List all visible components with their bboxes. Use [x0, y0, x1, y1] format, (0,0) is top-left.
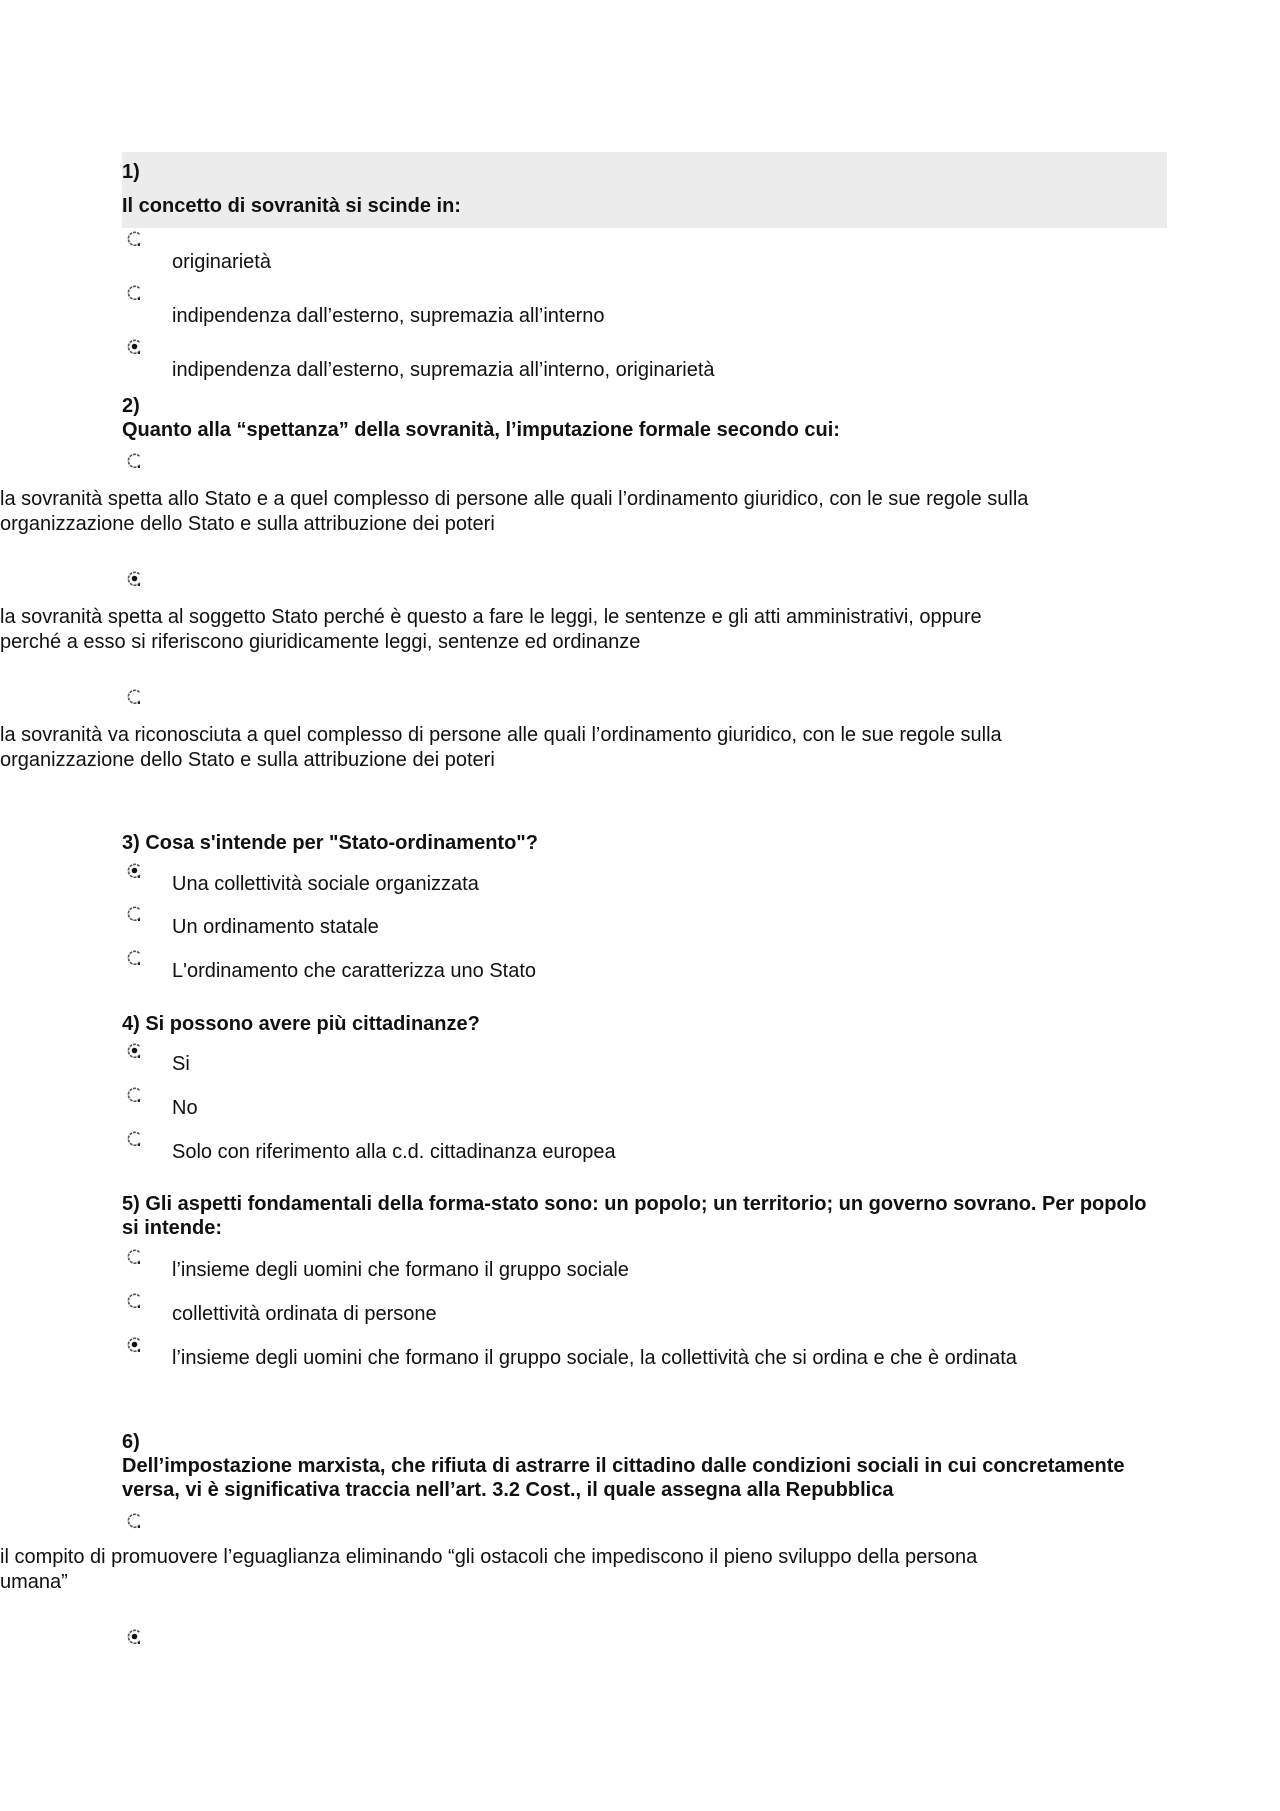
- q6-option-1-radio[interactable]: [126, 1512, 144, 1530]
- q2-option-1-label: la sovranità spetta allo Stato e a quel complesso di persone alle quali l’ordinamento giuridico, con le sue regole sulla organizzazione dello Stato e sulla attribuzione dei poteri: [0, 488, 1029, 535]
- question-1-header: [122, 152, 1167, 228]
- radio-selected-icon: [126, 862, 144, 880]
- radio-unselected-icon: [126, 1512, 144, 1530]
- q4-option-1-radio[interactable]: [126, 1042, 144, 1060]
- radio-selected-icon: [126, 1628, 144, 1646]
- q2-option-3-label: la sovranità va riconosciuta a quel complesso di persone alle quali l’ordinamento giuridico, con le sue regole sulla organizzazione dello Stato e sulla attribuzione dei poteri: [0, 724, 1002, 771]
- question-4-text: 4) Si possono avere più cittadinanze?: [122, 1013, 480, 1035]
- question-1-number: 1): [122, 161, 140, 183]
- q5-option-1-radio[interactable]: [126, 1248, 144, 1266]
- question-3-text: 3) Cosa s'intende per "Stato-ordinamento"?: [122, 832, 538, 854]
- radio-unselected-icon: [126, 1292, 144, 1310]
- radio-selected-icon: [126, 570, 144, 588]
- q5-option-1-label: l’insieme degli uomini che formano il gruppo sociale: [172, 1259, 629, 1281]
- q5-option-3-radio[interactable]: [126, 1336, 144, 1354]
- q1-option-1-label: originarietà: [172, 251, 271, 273]
- radio-unselected-icon: [126, 284, 144, 302]
- question-6-number: 6): [122, 1431, 140, 1453]
- q2-option-2-radio[interactable]: [126, 570, 144, 588]
- q3-option-3-radio[interactable]: [126, 949, 144, 967]
- radio-selected-icon: [126, 1042, 144, 1060]
- q5-option-2-radio[interactable]: [126, 1292, 144, 1310]
- q1-option-1-radio[interactable]: [126, 230, 144, 248]
- radio-unselected-icon: [126, 1248, 144, 1266]
- q6-option-2-radio[interactable]: [126, 1628, 144, 1646]
- radio-selected-icon: [126, 338, 144, 356]
- question-1: [122, 152, 1167, 228]
- q4-option-3-radio[interactable]: [126, 1130, 144, 1148]
- radio-selected-icon: [126, 1336, 144, 1354]
- q5-option-2-label: collettività ordinata di persone: [172, 1303, 437, 1325]
- q3-option-2-radio[interactable]: [126, 905, 144, 923]
- q3-option-1-radio[interactable]: [126, 862, 144, 880]
- radio-unselected-icon: [126, 452, 144, 470]
- radio-unselected-icon: [126, 688, 144, 706]
- q1-option-2-radio[interactable]: [126, 284, 144, 302]
- q4-option-2-label: No: [172, 1097, 198, 1119]
- q5-option-3-label: l’insieme degli uomini che formano il gruppo sociale, la collettività che si ordina e che è ordinata: [172, 1347, 1017, 1369]
- radio-unselected-icon: [126, 1086, 144, 1104]
- q4-option-3-label: Solo con riferimento alla c.d. cittadinanza europea: [172, 1141, 616, 1163]
- question-5-text: 5) Gli aspetti fondamentali della forma-stato sono: un popolo; un territorio; un governo sovrano. Per popolo si intende:: [122, 1193, 1147, 1239]
- q2-option-3-radio[interactable]: [126, 688, 144, 706]
- q1-option-3-label: indipendenza dall’esterno, supremazia all’interno, originarietà: [172, 359, 715, 381]
- question-6-text: Dell’impostazione marxista, che rifiuta di astrarre il cittadino dalle condizioni sociali in cui concretamente versa, vi è significativa traccia nell’art. 3.2 Cost., il quale assegna alla Repubblica: [122, 1455, 1125, 1501]
- radio-unselected-icon: [126, 230, 144, 248]
- q1-option-2-label: indipendenza dall’esterno, supremazia all’interno: [172, 305, 605, 327]
- question-1-text: Il concetto di sovranità si scinde in:: [122, 195, 461, 217]
- q6-option-1-label: il compito di promuovere l’eguaglianza eliminando “gli ostacoli che impediscono il pieno sviluppo della persona umana”: [0, 1546, 978, 1593]
- question-2-number: 2): [122, 395, 140, 417]
- q3-option-3-label: L'ordinamento che caratterizza uno Stato: [172, 960, 537, 982]
- radio-unselected-icon: [126, 1130, 144, 1148]
- q3-option-2-label: Un ordinamento statale: [172, 916, 379, 938]
- q2-option-1-radio[interactable]: [126, 452, 144, 470]
- question-2-text: Quanto alla “spettanza” della sovranità, l’imputazione formale secondo cui:: [122, 419, 840, 441]
- q4-option-2-radio[interactable]: [126, 1086, 144, 1104]
- radio-unselected-icon: [126, 905, 144, 923]
- q4-option-1-label: Si: [172, 1053, 190, 1075]
- q1-option-3-radio[interactable]: [126, 338, 144, 356]
- q2-option-2-label: la sovranità spetta al soggetto Stato perché è questo a fare le leggi, le sentenze e gli atti amministrativi, oppure perché a esso si riferiscono giuridicamente leggi, sentenze ed ordinanze: [0, 606, 982, 653]
- radio-unselected-icon: [126, 949, 144, 967]
- q3-option-1-label: Una collettività sociale organizzata: [172, 873, 479, 895]
